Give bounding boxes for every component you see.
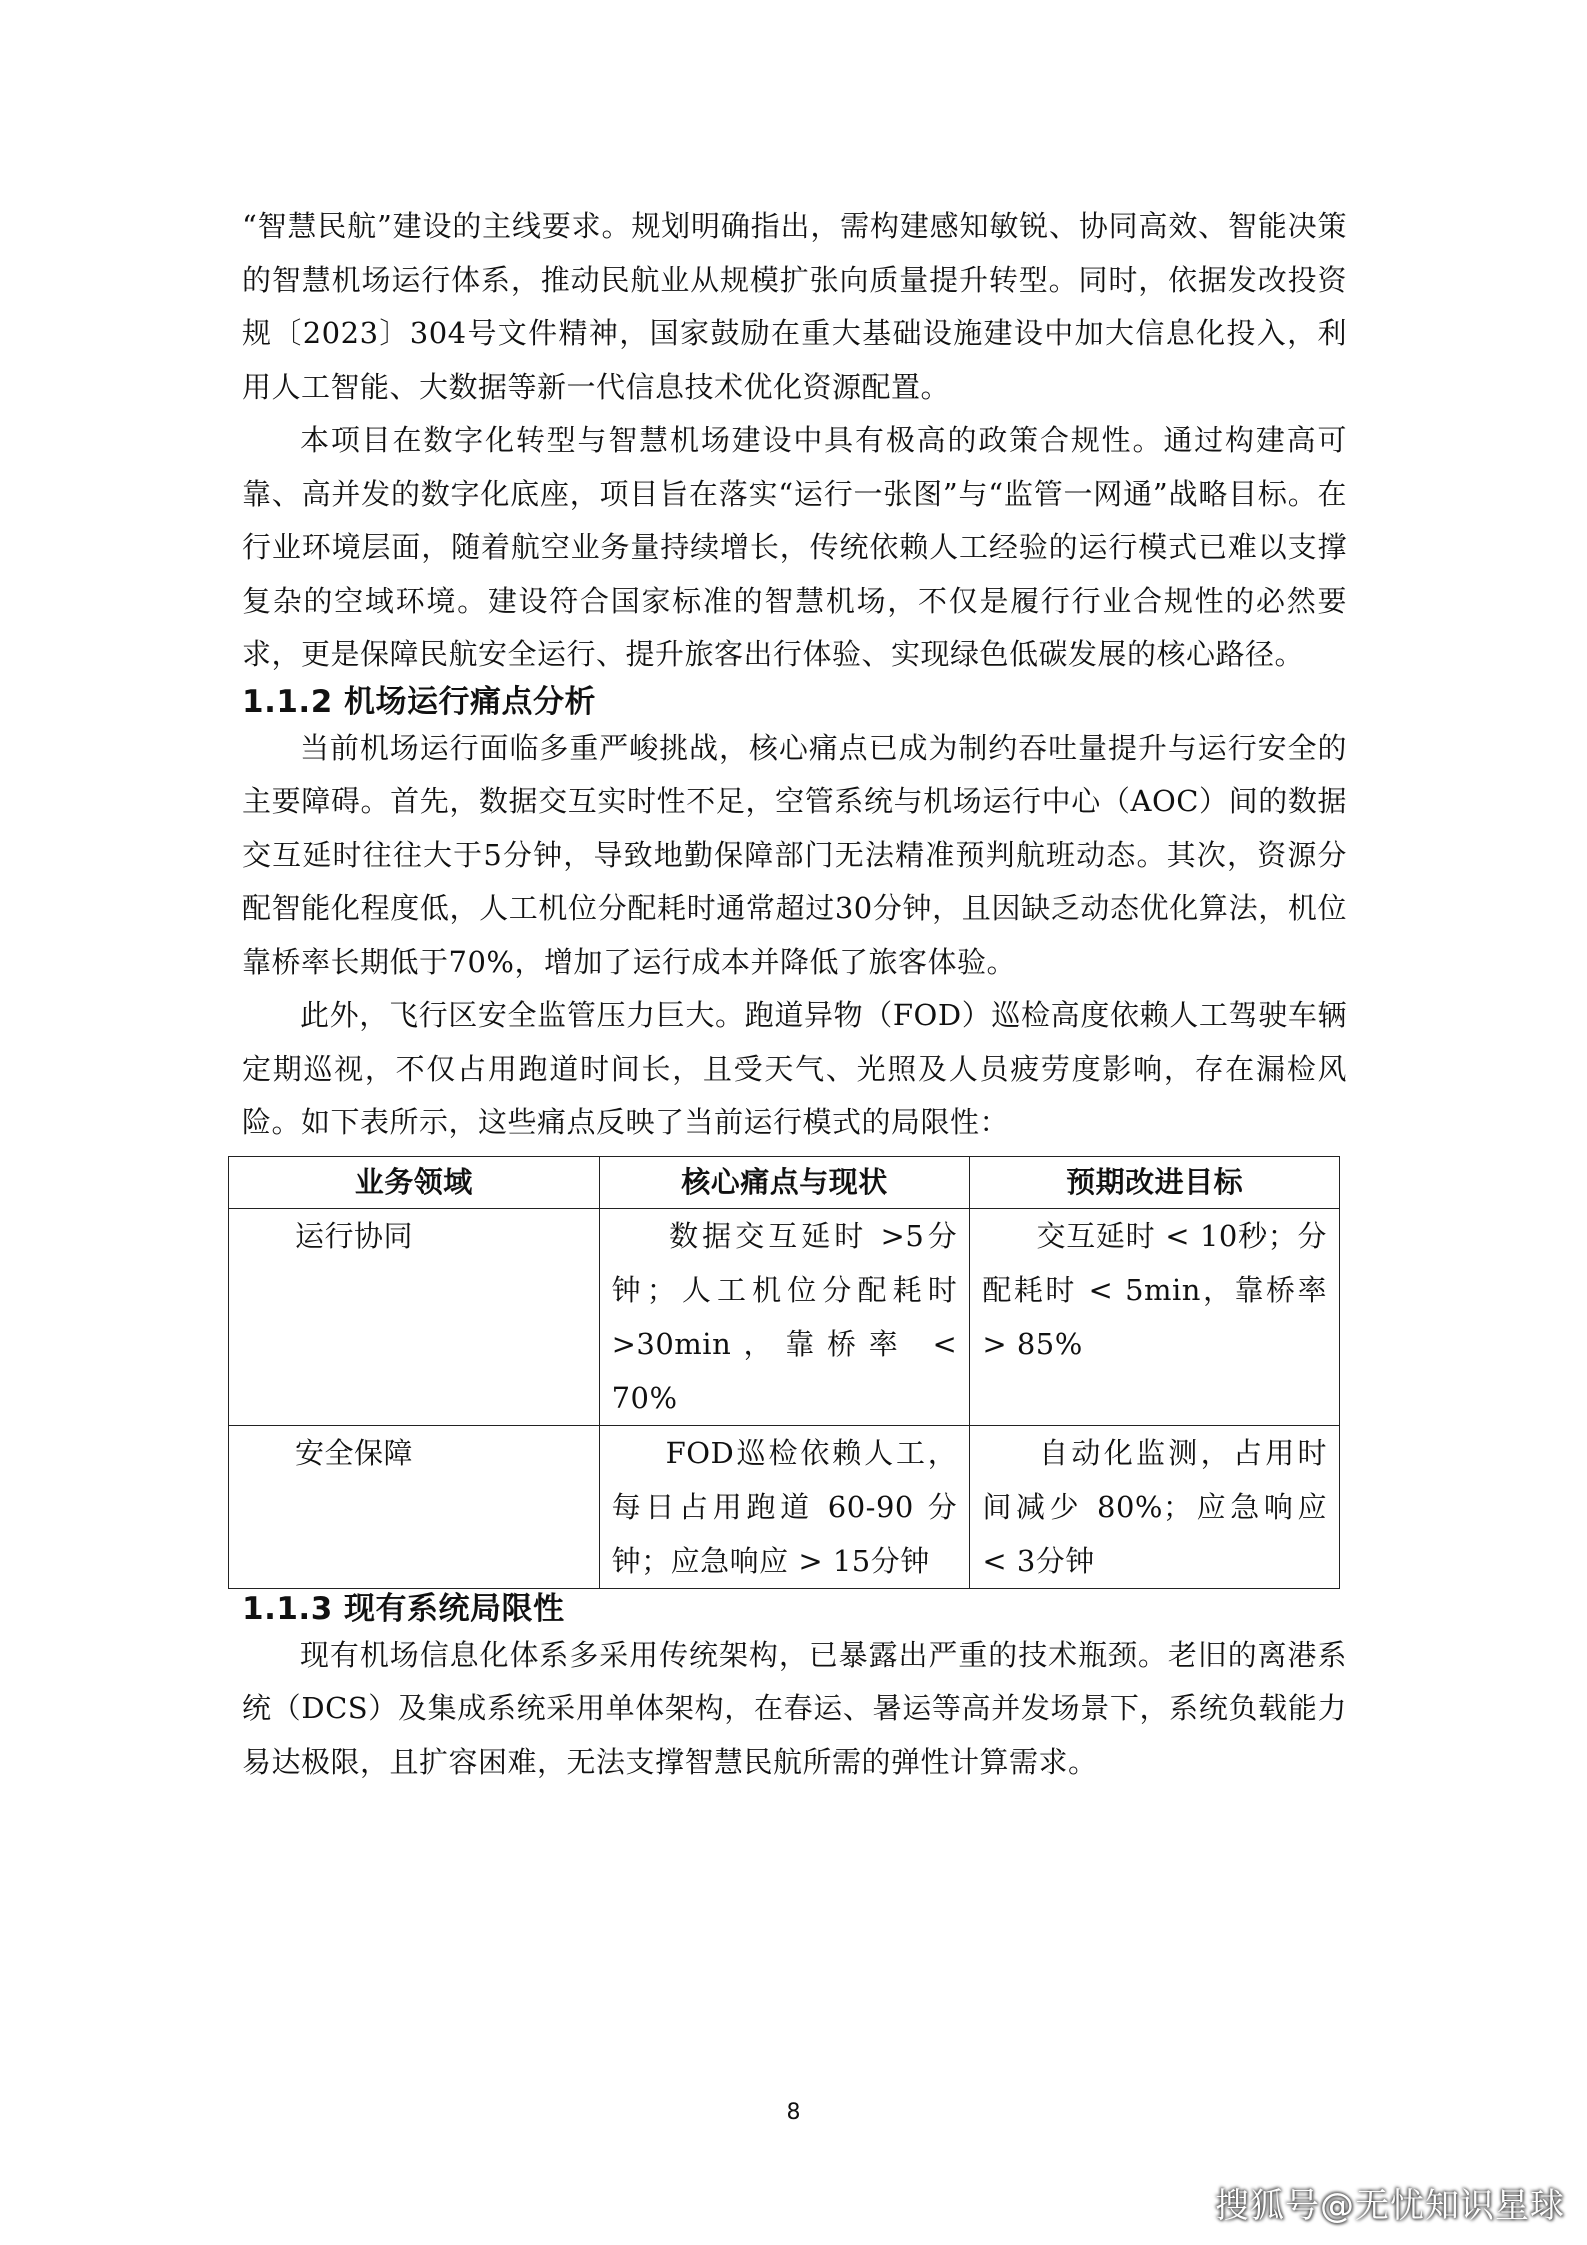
table-row [229,1425,1340,1588]
pain-points-table [228,1156,1340,1589]
section-heading-pain-points: 1.1.2 机场运行痛点分析 [242,683,597,720]
paragraph-pain-points-1: 当前机场运行面临多重严峻挑战，核心痛点已成为制约吞吐量提升与运行安全的主要障碍。首先，数据交互实时性不足，空管系统与机场运行中心（AOC）间的数据交互延时往往大于5分钟，导致地勤保障部门无法精准预判航班动态。其次，资源分配智能化程度低，人工机位分配耗时通常超过30分钟，且因缺乏动态优化算法，机位靠桥率长期低于70%，增加了运行成本并降低了旅客体验。 [242,730,1347,979]
table-cell-pain: 数据交互延时 >5分钟；人工机位分配耗时 >30min，靠桥率 < 70% [599,1208,970,1425]
table-header-cell: 业务领域 [229,1156,600,1208]
section-heading-system-limitations: 1.1.3 现有系统局限性 [242,1590,565,1627]
paragraph-system-limitations: 现有机场信息化体系多采用传统架构，已暴露出严重的技术瓶颈。老旧的离港系统（DCS）及集成系统采用单体架构，在春运、暑运等高并发场景下，系统负载能力易达极限，且扩容困难，无法支撑智慧民航所需的弹性计算需求。 [242,1637,1347,1779]
table-header-cell: 预期改进目标 [970,1156,1340,1208]
table-header-cell: 核心痛点与现状 [599,1156,970,1208]
paragraph-policy-2: 本项目在数字化转型与智慧机场建设中具有极高的政策合规性。通过构建高可靠、高并发的数字化底座，项目旨在落实“运行一张图”与“监管一网通”战略目标。在行业环境层面，随着航空业务量持续增长，传统依赖人工经验的运行模式已难以支撑复杂的空域环境。建设符合国家标准的智慧机场，不仅是履行行业合规性的必然要求，更是保障民航安全运行、提升旅客出行体验、实现绿色低碳发展的核心路径。 [242,423,1347,671]
table-row [229,1208,1340,1425]
table-header-row [229,1156,1340,1208]
table-cell-domain: 安全保障 [229,1425,600,1588]
page-number: 8 [786,2100,801,2125]
paragraph-policy-1: “智慧民航”建设的主线要求。规划明确指出，需构建感知敏锐、协同高效、智能决策的智慧机场运行体系，推动民航业从规模扩张向质量提升转型。同时，依据发改投资规〔2023〕304号文件精神，国家鼓励在重大基础设施建设中加大信息化投入，利用人工智能、大数据等新一代信息技术优化资源配置。 [242,209,1347,404]
table-cell-domain: 运行协同 [229,1208,600,1425]
paragraph-pain-points-2: 此外，飞行区安全监管压力巨大。跑道异物（FOD）巡检高度依赖人工驾驶车辆定期巡视，不仅占用跑道时间长，且受天气、光照及人员疲劳度影响，存在漏检风险。如下表所示，这些痛点反映了当前运行模式的局限性： [242,998,1347,1139]
table-cell-goal: 交互延时 < 10秒；分配耗时 < 5min，靠桥率 > 85% [970,1208,1340,1425]
table-cell-goal: 自动化监测，占用时间减少 80%；应急响应 < 3分钟 [970,1425,1340,1588]
page-content [242,200,1347,1789]
table-cell-pain: FOD巡检依赖人工，每日占用跑道 60-90 分钟；应急响应 > 15分钟 [599,1425,970,1588]
watermark: 搜狐号@无忧知识星球 [1215,2186,1565,2226]
